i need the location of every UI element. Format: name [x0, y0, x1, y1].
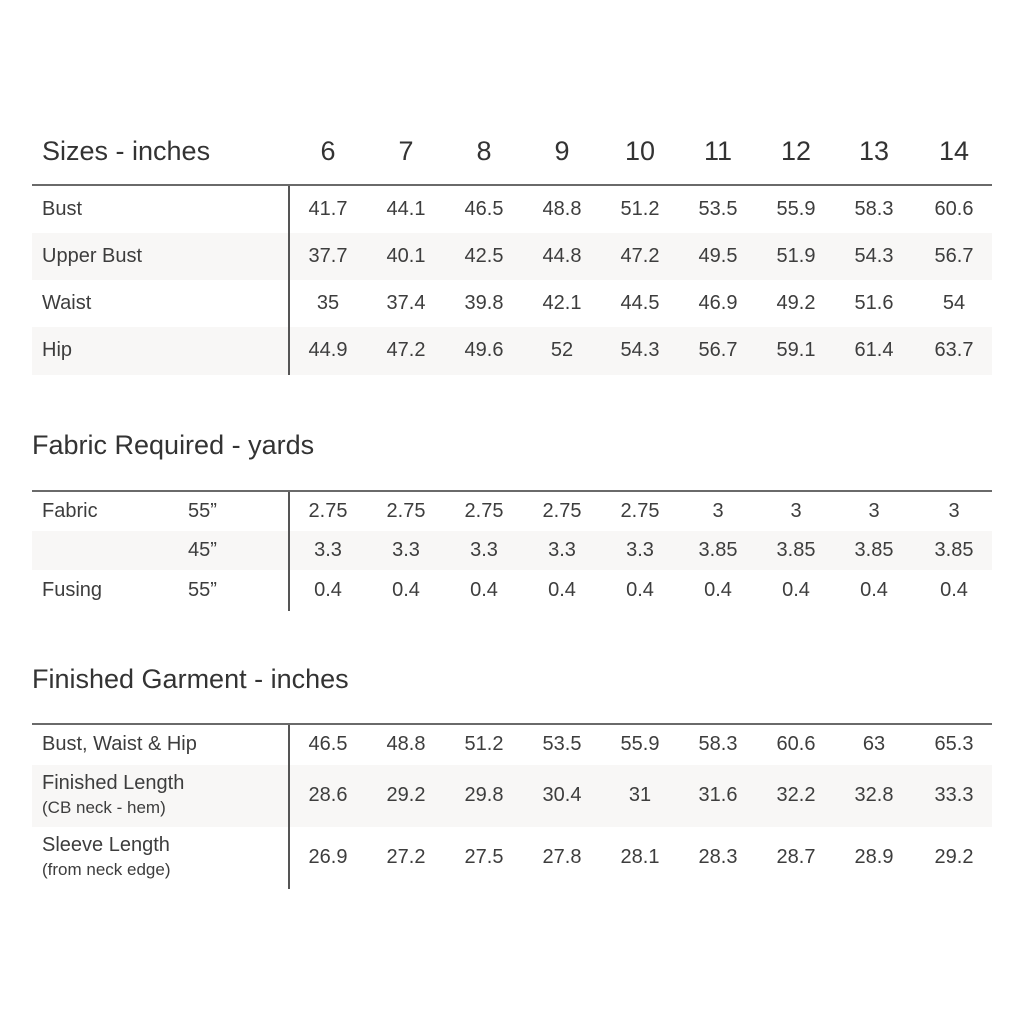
fabric-width: 55”	[188, 578, 217, 601]
table-cell: 3.85	[776, 538, 816, 561]
table-cell: 32.2	[776, 784, 816, 806]
table-row	[32, 765, 992, 827]
table-cell: 35	[316, 291, 340, 314]
fabric-width: 45”	[188, 538, 217, 561]
table-cell: 48.8	[542, 197, 582, 220]
table-cell: 3.85	[698, 538, 738, 561]
table-cell: 47.2	[386, 339, 426, 361]
row-label: Waist	[42, 291, 92, 314]
table-cell: 0.4	[626, 578, 654, 601]
finished-garment-table	[32, 723, 992, 889]
table-cell: 51.2	[620, 197, 660, 220]
table-cell: 37.4	[386, 291, 426, 314]
table-cell: 33.3	[934, 784, 974, 806]
table-cell: 3	[868, 499, 880, 522]
body-measurements-table	[32, 184, 992, 375]
table-cell: 3.3	[392, 538, 420, 561]
table-cell: 42.5	[464, 244, 504, 267]
row-label: Bust, Waist & Hip	[42, 733, 197, 755]
table-cell: 58.3	[854, 197, 894, 220]
table-cell: 28.9	[854, 846, 894, 868]
table-row	[32, 570, 992, 611]
table-cell: 3.3	[470, 538, 498, 561]
row-sublabel: (from neck edge)	[42, 860, 171, 879]
size-column-header: 6	[320, 136, 336, 166]
table-cell: 27.5	[464, 846, 504, 868]
table-cell: 0.4	[470, 578, 498, 601]
table-cell: 29.8	[464, 784, 504, 806]
size-column-header: 13	[858, 136, 890, 166]
row-label: Hip	[42, 339, 73, 361]
table-cell: 41.7	[308, 197, 348, 220]
table-cell: 27.8	[542, 846, 582, 868]
table-row	[32, 827, 992, 889]
table-cell: 0.4	[392, 578, 420, 601]
table-cell: 2.75	[464, 499, 504, 522]
table-cell: 28.6	[308, 784, 348, 806]
finished-section-title: Finished Garment - inches	[32, 664, 349, 694]
table-cell: 44.9	[308, 339, 348, 361]
table-cell: 30.4	[542, 784, 582, 806]
table-cell: 44.1	[386, 197, 426, 220]
size-column-header: 12	[780, 136, 812, 166]
table-cell: 63.7	[934, 339, 974, 361]
row-label: Finished Length	[42, 772, 185, 794]
table-cell: 53.5	[542, 733, 582, 755]
table-cell: 44.5	[620, 291, 660, 314]
row-label: Sleeve Length	[42, 834, 170, 856]
table-cell: 46.9	[698, 291, 738, 314]
table-cell: 42.1	[542, 291, 582, 314]
table-cell: 54.3	[620, 339, 660, 361]
table-cell: 48.8	[386, 733, 426, 755]
table-cell: 46.5	[464, 197, 504, 220]
table-cell: 2.75	[308, 499, 348, 522]
table-cell: 2.75	[542, 499, 582, 522]
sizes-header	[32, 134, 992, 184]
table-cell: 3.85	[934, 538, 974, 561]
table-cell: 63	[862, 733, 886, 755]
table-cell: 3.3	[548, 538, 576, 561]
row-sublabel: (CB neck - hem)	[42, 798, 166, 817]
table-cell: 32.8	[854, 784, 894, 806]
table-cell: 65.3	[934, 733, 974, 755]
table-cell: 56.7	[698, 339, 738, 361]
table-cell: 3	[948, 499, 960, 522]
table-cell: 59.1	[776, 339, 816, 361]
table-row	[32, 492, 992, 531]
table-cell: 39.8	[464, 291, 504, 314]
table-cell: 28.7	[776, 846, 816, 868]
table-cell: 52	[550, 339, 574, 361]
fabric-table	[32, 490, 992, 611]
table-cell: 54	[942, 291, 966, 314]
table-cell: 0.4	[782, 578, 810, 601]
table-cell: 60.6	[776, 733, 816, 755]
table-cell: 3.85	[854, 538, 894, 561]
table-cell: 3	[790, 499, 802, 522]
table-cell: 0.4	[940, 578, 968, 601]
size-column-header: 9	[554, 136, 570, 166]
table-cell: 53.5	[698, 197, 738, 220]
table-cell: 0.4	[548, 578, 576, 601]
fabric-section-title: Fabric Required - yards	[32, 430, 315, 460]
table-cell: 3.3	[626, 538, 654, 561]
table-cell: 40.1	[386, 244, 426, 267]
sizes-title: Sizes - inches	[42, 136, 211, 166]
table-cell: 55.9	[620, 733, 660, 755]
table-cell: 2.75	[386, 499, 426, 522]
size-column-header: 10	[624, 136, 656, 166]
table-divider-line	[288, 725, 290, 889]
table-cell: 46.5	[308, 733, 348, 755]
size-column-header: 7	[398, 136, 414, 166]
size-column-header: 8	[476, 136, 492, 166]
table-cell: 26.9	[308, 846, 348, 868]
table-cell: 29.2	[386, 784, 426, 806]
table-divider-line	[288, 186, 290, 375]
table-cell: 0.4	[704, 578, 732, 601]
table-cell: 49.5	[698, 244, 738, 267]
size-column-header: 11	[703, 136, 733, 166]
table-cell: 49.2	[776, 291, 816, 314]
table-cell: 51.6	[854, 291, 894, 314]
table-cell: 3.3	[314, 538, 342, 561]
table-cell: 3	[712, 499, 724, 522]
table-row	[32, 233, 992, 280]
size-column-header: 14	[938, 136, 970, 166]
table-cell: 47.2	[620, 244, 660, 267]
table-divider-line	[288, 492, 290, 611]
row-label: Upper Bust	[42, 244, 143, 267]
table-cell: 56.7	[934, 244, 974, 267]
table-cell: 44.8	[542, 244, 582, 267]
table-cell: 0.4	[314, 578, 342, 601]
table-cell: 37.7	[308, 244, 348, 267]
table-cell: 29.2	[934, 846, 974, 868]
table-row	[32, 531, 992, 570]
table-row	[32, 327, 992, 375]
table-cell: 51.9	[776, 244, 816, 267]
row-label: Fusing	[42, 578, 103, 601]
table-cell: 28.1	[620, 846, 660, 868]
table-cell: 55.9	[776, 197, 816, 220]
table-cell: 31	[628, 784, 652, 806]
table-cell: 28.3	[698, 846, 738, 868]
table-cell: 27.2	[386, 846, 426, 868]
table-cell: 51.2	[464, 733, 504, 755]
table-cell: 60.6	[934, 197, 974, 220]
table-cell: 0.4	[860, 578, 888, 601]
table-row	[32, 186, 992, 233]
fabric-width: 55”	[188, 499, 217, 522]
table-cell: 54.3	[854, 244, 894, 267]
table-cell: 49.6	[464, 339, 504, 361]
table-cell: 31.6	[698, 784, 738, 806]
table-row	[32, 725, 992, 765]
table-cell: 58.3	[698, 733, 738, 755]
table-cell: 2.75	[620, 499, 660, 522]
table-cell: 61.4	[854, 339, 894, 361]
row-label: Fabric	[42, 499, 98, 522]
table-row	[32, 280, 992, 327]
row-label: Bust	[42, 197, 83, 220]
